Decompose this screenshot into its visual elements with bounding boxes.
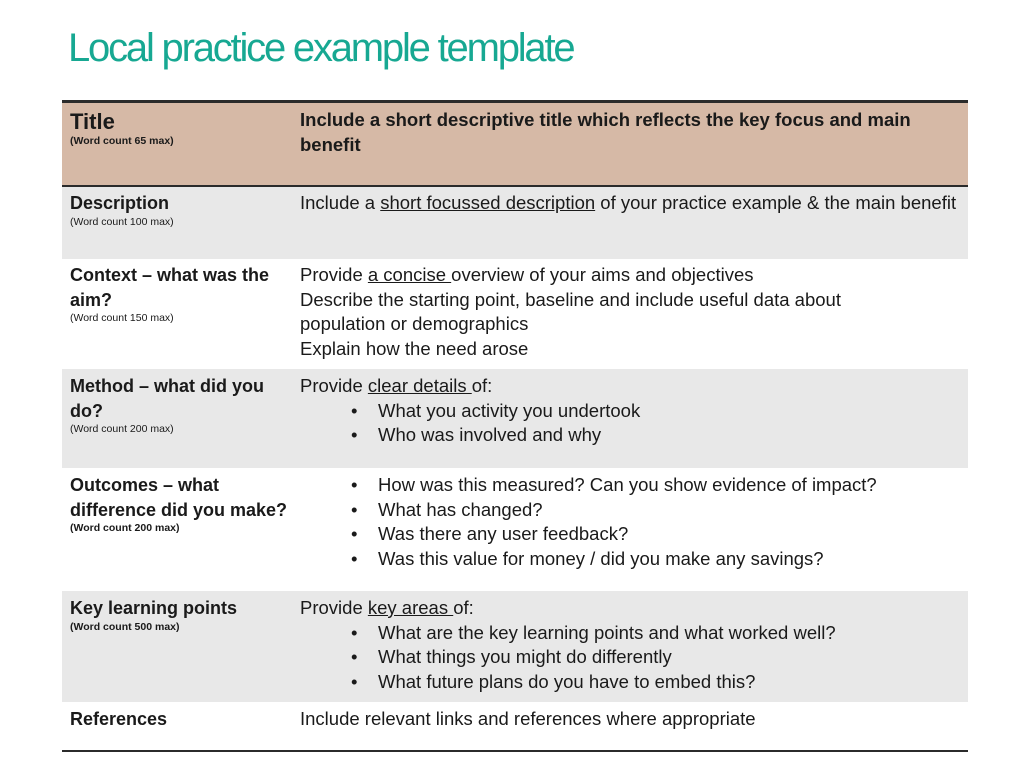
- method-bullet-list: [351, 399, 960, 448]
- method-intro-prefix: Provide: [300, 375, 368, 396]
- list-item: • Was there any user feedback?: [351, 522, 960, 547]
- outcomes-row-label-cell: [70, 473, 295, 535]
- description-row-content: [300, 191, 960, 216]
- description-prefix: Include a: [300, 192, 381, 213]
- context-line-1-prefix: Provide: [300, 264, 368, 285]
- key-learning-intro-underlined: key areas: [367, 597, 454, 618]
- context-line-1: [300, 263, 960, 288]
- key-learning-row-content-cell: [300, 596, 960, 694]
- description-underlined: short focussed description: [380, 192, 596, 213]
- list-item: • Was this value for money / did you make any savings?: [351, 547, 960, 572]
- method-intro: [300, 374, 960, 399]
- method-row-label: Method – what did you do?: [70, 376, 264, 421]
- description-row-label: Description: [70, 193, 170, 213]
- template-table: [62, 100, 968, 752]
- title-row-content-cell: [300, 108, 960, 157]
- title-row-word-count: (Word count 65 max): [70, 134, 174, 147]
- context-row-label-cell: [70, 263, 295, 325]
- list-item: • What you activity you undertook: [351, 399, 960, 424]
- description-row-word-count: (Word count 100 max): [70, 215, 174, 228]
- title-row-label: Title: [70, 109, 115, 134]
- method-row-word-count: (Word count 200 max): [70, 423, 174, 435]
- method-row-label-cell: [70, 374, 295, 436]
- outcomes-row-content-cell: [300, 473, 960, 571]
- page-title: Local practice example template: [68, 26, 574, 70]
- context-line-1-underlined: a concise: [367, 264, 452, 285]
- description-row: [62, 187, 968, 259]
- list-item: • What future plans do you have to embed this?: [351, 670, 960, 695]
- method-row-content-cell: [300, 374, 960, 448]
- context-line-1-suffix: overview of your aims and objectives: [451, 264, 754, 285]
- key-learning-row: [62, 591, 968, 702]
- outcomes-row: [62, 468, 968, 591]
- description-suffix: of your practice example & the main benefit: [595, 192, 957, 213]
- list-item: • How was this measured? Can you show evidence of impact?: [351, 473, 960, 498]
- references-row-content: Include relevant links and references where appropriate: [300, 708, 756, 729]
- list-item: • Who was involved and why: [351, 423, 960, 448]
- context-row-content-cell: [300, 263, 960, 361]
- context-row-label: Context – what was the aim?: [70, 265, 270, 310]
- method-row: [62, 369, 968, 468]
- title-row-label-cell: [70, 110, 295, 148]
- key-learning-bullet-list: [351, 621, 960, 695]
- references-row-label: References: [70, 709, 168, 729]
- method-intro-underlined: clear details: [367, 375, 472, 396]
- method-intro-suffix: of:: [471, 375, 493, 396]
- key-learning-intro-suffix: of:: [453, 597, 474, 618]
- key-learning-row-label: Key learning points: [70, 598, 238, 618]
- references-row-content-cell: [300, 707, 960, 732]
- list-item: • What has changed?: [351, 498, 960, 523]
- list-item: • What things you might do differently: [351, 645, 960, 670]
- description-row-label-cell: [70, 191, 295, 229]
- outcomes-bullet-list: [351, 473, 960, 571]
- outcomes-row-label: Outcomes – what difference did you make?: [70, 475, 288, 520]
- outcomes-row-word-count: (Word count 200 max): [70, 522, 180, 534]
- context-line-2: Describe the starting point, baseline and include useful data about population or demographics: [300, 288, 841, 334]
- references-row-label-cell: [70, 707, 295, 732]
- list-item: • What are the key learning points and what worked well?: [351, 621, 960, 646]
- references-row: [62, 702, 968, 750]
- context-row-word-count: (Word count 150 max): [70, 312, 174, 324]
- context-row: [62, 259, 968, 369]
- key-learning-row-word-count: (Word count 500 max): [70, 620, 180, 633]
- title-row: [62, 103, 968, 187]
- key-learning-intro: [300, 596, 960, 621]
- description-row-content-cell: [300, 191, 960, 216]
- title-row-content: Include a short descriptive title which reflects the key focus and main benefit: [300, 109, 911, 155]
- context-line-3: Explain how the need arose: [300, 337, 529, 359]
- key-learning-row-label-cell: [70, 596, 295, 634]
- key-learning-intro-prefix: Provide: [300, 597, 368, 618]
